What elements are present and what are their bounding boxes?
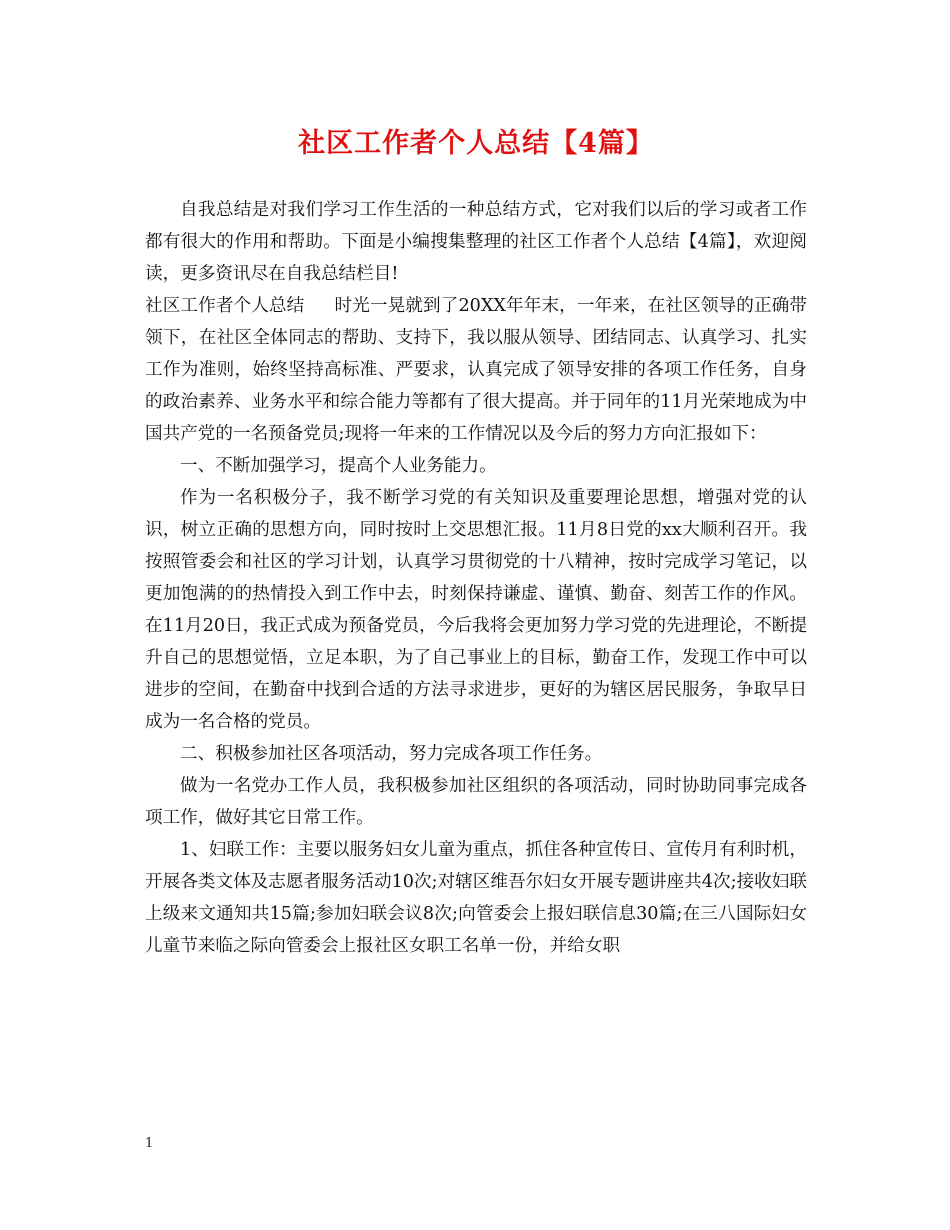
summary-text: 时光一晃就到了20XX年年末，一年来，在社区领导的正确带领下，在社区全体同志的帮助、支持下，我以服从领导、团结同志、认真学习、扎实工作为准则，始终坚持高标准、严要求，认真完成了领导安排的各项工作任务，自身的政治素养、业务水平和综合能力等都有了很大提高。并于同年的11月光荣地成为中国共产党的一名预备党员;现将一年来的工作情况以及今后的努力方向汇报如下： bbox=[145, 296, 807, 445]
section-heading-2: 二、积极参加社区各项活动，努力完成各项工作任务。 bbox=[180, 744, 603, 765]
page-number: 1 bbox=[145, 1136, 154, 1151]
paragraph-section-2: 做为一名党办工作人员，我积极参加社区组织的各项活动，同时协助同事完成各项工作，做好其它日常工作。 bbox=[145, 776, 807, 829]
paragraph-womens-federation: 1、妇联工作：主要以服务妇女儿童为重点，抓住各种宣传日、宣传月有利时机，开展各类文体及志愿者服务活动10次;对辖区维吾尔妇女开展专题讲座共4次;接收妇联上级来文通知共15篇;参加妇联会议8次;向管委会上报妇联信息30篇;在三八国际妇女儿童节来临之际向管委会上报社区女职工名单一份，并给女职 bbox=[145, 840, 807, 957]
document-title: 社区工作者个人总结【4篇】 bbox=[298, 128, 654, 159]
section-heading-1: 一、不断加强学习，提高个人业务能力。 bbox=[180, 456, 497, 477]
paragraph-section-1: 作为一名积极分子，我不断学习党的有关知识及重要理论思想，增强对党的认识，树立正确的思想方向，同时按时上交思想汇报。11月8日党的xx大顺利召开。我按照管委会和社区的学习计划，认真学习贯彻党的十八精神，按时完成学习笔记，以更加饱满的的热情投入到工作中去，时刻保持谦虚、谨慎、勤奋、刻苦工作的作风。在11月20日，我正式成为预备党员，今后我将会更加努力学习党的先进理论，不断提升自己的思想觉悟，立足本职，为了自己事业上的目标，勤奋工作，发现工作中可以进步的空间，在勤奋中找到合适的方法寻求进步，更好的为辖区居民服务，争取早日成为一名合格的党员。 bbox=[145, 488, 807, 733]
document-page bbox=[145, 128, 807, 962]
paragraph-intro: 自我总结是对我们学习工作生活的一种总结方式，它对我们以后的学习或者工作都有很大的作用和帮助。下面是小编搜集整理的社区工作者个人总结【4篇】，欢迎阅读，更多资讯尽在自我总结栏目! bbox=[145, 200, 807, 285]
paragraph-summary bbox=[145, 290, 807, 450]
summary-lead: 社区工作者个人总结 bbox=[145, 296, 305, 317]
